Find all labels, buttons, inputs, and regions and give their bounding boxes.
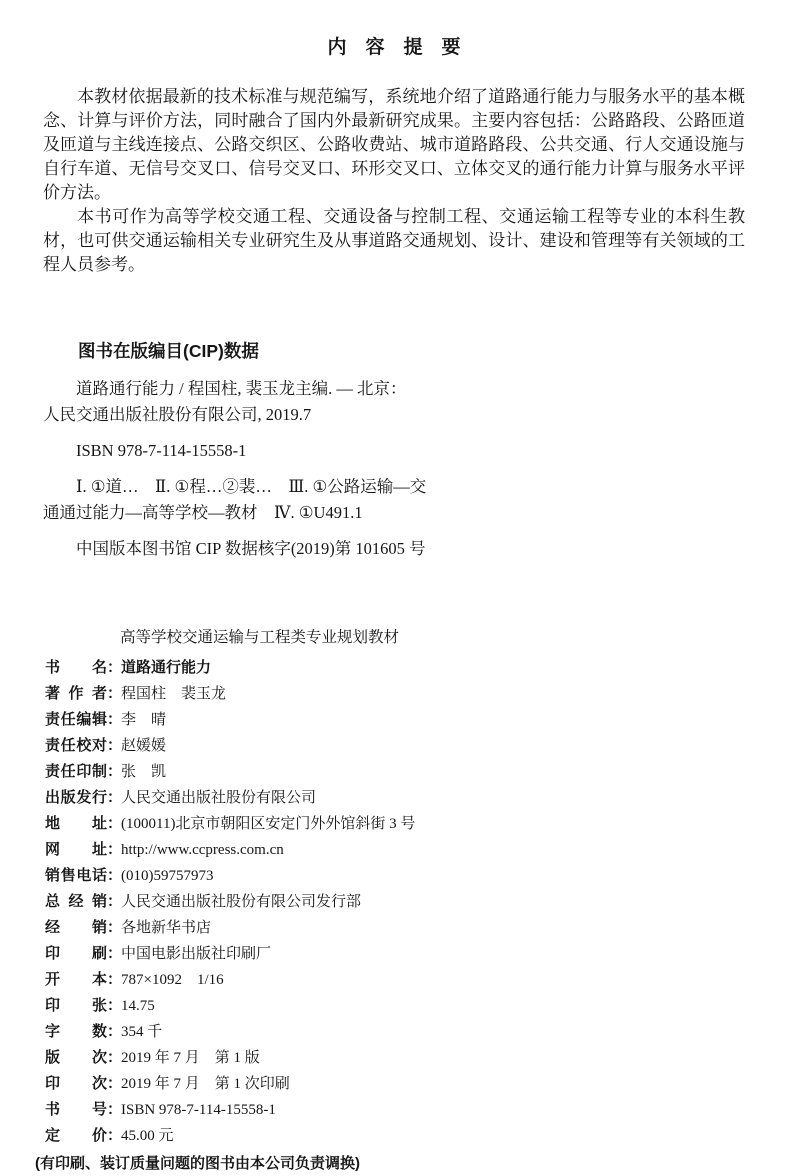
book-title-label: 书名 (45, 659, 107, 676)
label-colon: ： (107, 919, 123, 936)
sales-phone-row (45, 863, 745, 889)
label-colon: ： (107, 893, 123, 910)
label-colon: ： (107, 711, 123, 728)
cip-classification-line-2: 通通过能力—高等学校—教材 Ⅳ. ①U491.1 (43, 503, 363, 522)
book-title-value: 道路通行能力 (121, 659, 212, 676)
printed-sheets-row (45, 993, 745, 1019)
retailer-row (45, 915, 745, 941)
word-count-label: 字数 (45, 1023, 107, 1040)
print-supervisor-value: 张 凯 (121, 764, 167, 780)
edition-row (45, 1045, 745, 1071)
format-label: 开本 (45, 971, 107, 988)
label-colon: ： (107, 841, 123, 858)
label-colon: ： (107, 763, 123, 780)
label-colon: ： (107, 685, 123, 702)
authors-label: 著作者 (45, 685, 107, 702)
general-distributor-value: 人民交通出版社股份有限公司发行部 (121, 894, 362, 910)
content-summary-section (43, 85, 745, 277)
word-count-row (45, 1019, 745, 1045)
print-supervisor-label: 责任印制 (45, 763, 107, 780)
colophon-section (35, 626, 745, 1176)
general-distributor-row (45, 889, 745, 915)
cip-record-number-line: 中国版本图书馆 CIP 数据核字(2019)第 101605 号 (76, 539, 426, 558)
publisher-row (45, 785, 745, 811)
responsible-editor-label: 责任编辑 (45, 711, 107, 728)
retailer-label: 经销 (45, 919, 107, 936)
label-colon: ： (107, 1023, 123, 1040)
label-colon: ： (107, 737, 123, 754)
label-colon: ： (107, 945, 123, 962)
print-supervisor-row (45, 759, 745, 785)
book-title-row (45, 655, 745, 681)
printer-value: 中国电影出版社印刷厂 (121, 946, 272, 962)
general-distributor-label: 总经销 (45, 893, 107, 910)
cip-heading: 图书在版编目(CIP)数据 (78, 341, 259, 361)
publisher-label: 出版发行 (45, 789, 107, 806)
publisher-value: 人民交通出版社股份有限公司 (121, 790, 317, 806)
cip-classification-line-1: Ⅰ. ①道… Ⅱ. ①程…②裴… Ⅲ. ①公路运输—交 (76, 477, 427, 496)
impression-value: 2019 年 7 月 第 1 次印刷 (121, 1076, 290, 1092)
authors-row (45, 681, 745, 707)
responsible-editor-row (45, 707, 745, 733)
printer-label: 印刷 (45, 945, 107, 962)
proofreader-label: 责任校对 (45, 737, 107, 754)
impression-row (45, 1071, 745, 1097)
label-colon: ： (107, 1101, 123, 1118)
cip-publisher-line: 人民交通出版社股份有限公司, 2019.7 (43, 405, 312, 424)
sales-phone-label: 销售电话 (45, 867, 107, 884)
edition-label: 版次 (45, 1049, 107, 1066)
format-value: 787×1092 1/16 (121, 972, 224, 988)
format-row (45, 967, 745, 993)
label-colon: ： (107, 997, 123, 1014)
price-value: 45.00 元 (121, 1128, 174, 1144)
cip-title-line: 道路通行能力 / 程国柱, 裴玉龙主编. — 北京： (76, 379, 407, 398)
label-colon: ： (107, 1075, 123, 1092)
cip-section (43, 339, 745, 562)
isbn-row (45, 1097, 745, 1123)
sales-phone-value: (010)59757973 (121, 868, 214, 884)
retailer-value: 各地新华书店 (121, 920, 212, 936)
label-colon: ： (107, 659, 123, 676)
content-summary-title: 内 容 提 要 (327, 37, 461, 58)
price-label: 定价 (45, 1127, 107, 1144)
label-colon: ： (107, 971, 123, 988)
label-colon: ： (107, 815, 123, 832)
website-label: 网址 (45, 841, 107, 858)
label-colon: ： (107, 867, 123, 884)
label-colon: ： (107, 1049, 123, 1066)
website-value: http://www.ccpress.com.cn (121, 842, 284, 858)
printed-sheets-label: 印张 (45, 997, 107, 1014)
printer-row (45, 941, 745, 967)
isbn-value: ISBN 978-7-114-15558-1 (121, 1102, 276, 1118)
word-count-value: 354 千 (121, 1024, 163, 1040)
proofreader-row (45, 733, 745, 759)
authors-value: 程国柱 裴玉龙 (121, 686, 227, 702)
summary-paragraph-1: 本教材依据最新的技术标准与规范编写，系统地介绍了道路通行能力与服务水平的基本概念、计算与评价方法，同时融合了国内外最新研究成果。主要内容包括：公路路段、公路匝道及匝道与主线连接点、公路交织区、公路收费站、城市道路路段、公共交通、行人交通设施与自行车道、无信号交叉口、信号交叉口、环形交叉口、立体交叉的通行能力计算与服务水平评价方法。 (43, 87, 745, 202)
impression-label: 印次 (45, 1075, 107, 1092)
price-row (45, 1123, 745, 1149)
edition-value: 2019 年 7 月 第 1 版 (121, 1050, 260, 1066)
address-row (45, 811, 745, 837)
proofreader-value: 赵媛媛 (121, 738, 167, 754)
quality-note: (有印刷、装订质量问题的图书由本公司负责调换) (35, 1155, 360, 1172)
cip-isbn-line: ISBN 978-7-114-15558-1 (76, 441, 247, 460)
isbn-label: 书号 (45, 1101, 107, 1118)
printed-sheets-value: 14.75 (121, 998, 155, 1014)
responsible-editor-value: 李 晴 (121, 712, 167, 728)
address-label: 地址 (45, 815, 107, 832)
summary-paragraph-2: 本书可作为高等学校交通工程、交通设备与控制工程、交通运输工程等专业的本科生教材，也可供交通运输相关专业研究生及从事道路交通规划、设计、建设和管理等有关领域的工程人员参考。 (43, 207, 745, 274)
label-colon: ： (107, 789, 123, 806)
address-value: (100011)北京市朝阳区安定门外外馆斜街 3 号 (121, 816, 416, 832)
website-row (45, 837, 745, 863)
label-colon: ： (107, 1127, 123, 1144)
series-title: 高等学校交通运输与工程类专业规划教材 (120, 629, 400, 646)
